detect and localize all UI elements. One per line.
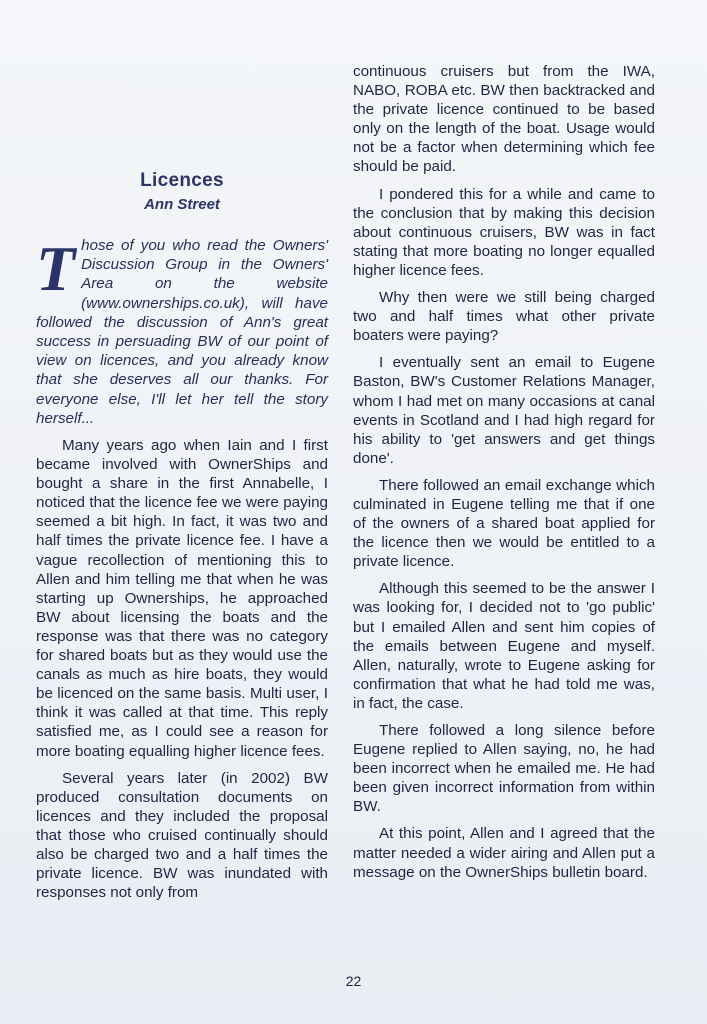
body-paragraph: There followed a long silence before Eugene replied to Allen saying, no, he had been incorrect when he emailed me. He had been given incorrect information from within BW. bbox=[353, 722, 655, 816]
body-paragraph: Many years ago when Iain and I first became involved with OwnerShips and bought a share in the first Annabelle, I noticed that the licence fee we were paying seemed a bit high. In fact, it was two and half times the private licence fee. I have a vague recollection of mentioning this to Allen and him telling me that when he was starting up Ownerships, he approached BW about licensing the boats and the response was that there was no category for shared boats but as they would use the canals as much as hire boats, they would be licenced on the same basis. Multi user, I think it was called at that time. This reply satisfied me, as I could see a reason for more boating equalling higher licence fees. bbox=[36, 437, 328, 760]
body-paragraph: There followed an email exchange which culminated in Eugene telling me that if one of the owners of a shared boat applied for the licence then we would be entitled to a private licence. bbox=[353, 476, 655, 571]
body-paragraph: I eventually sent an email to Eugene Baston, BW's Customer Relations Manager, whom I had met on many occasions at canal events in Scotland and I had high regard for his ability to 'get answers and get things done'. bbox=[353, 354, 655, 467]
page-number: 22 bbox=[345, 973, 362, 989]
left-column-body bbox=[36, 436, 328, 910]
body-paragraph: At this point, Allen and I agreed that the matter needed a wider airing and Allen put a message on the OwnerShips bulletin board. bbox=[353, 825, 655, 881]
article-author: Ann Street bbox=[144, 196, 220, 213]
body-paragraph: Although this seemed to be the answer I was looking for, I decided not to 'go public' but I emailed Allen and sent him copies of the emails between Eugene and myself. Allen, naturally, wrote to Eugene asking for confirmation that what he had told me was, in fact, the case. bbox=[353, 580, 655, 712]
right-column-body bbox=[353, 62, 655, 890]
article-header bbox=[36, 170, 328, 213]
article-title: Licences bbox=[140, 170, 224, 191]
intro-text: hose of you who read the Owners' Discussion Group in the Owners' Area on the website (www.ownerships.co.uk), will have followed the discussion of Ann's great success in persuading BW of our point of view on licences, and you already know that she deserves all our thanks. For everyone else, I'll let her tell the story herself... bbox=[36, 237, 328, 427]
drop-cap: T bbox=[36, 233, 76, 304]
continued-paragraph: continuous cruisers but from the IWA, NABO, ROBA etc. BW then backtracked and the private licence continued to be based only on the length of the boat. Usage would not be a factor when determining which fee should be paid. bbox=[353, 63, 655, 176]
body-paragraph: Several years later (in 2002) BW produced consultation documents on licences and they included the proposal that those who cruised continually should also be charged two and a half times the private licence. BW was inundated with responses not only from bbox=[36, 769, 328, 902]
body-paragraph: Why then were we still being charged two and half times what other private boaters were paying? bbox=[353, 289, 655, 345]
body-paragraph: I pondered this for a while and came to the conclusion that by making this decision about continuous cruisers, BW was in fact stating that more boating no longer equalled higher licence fees. bbox=[353, 185, 655, 279]
article-intro bbox=[36, 233, 328, 428]
